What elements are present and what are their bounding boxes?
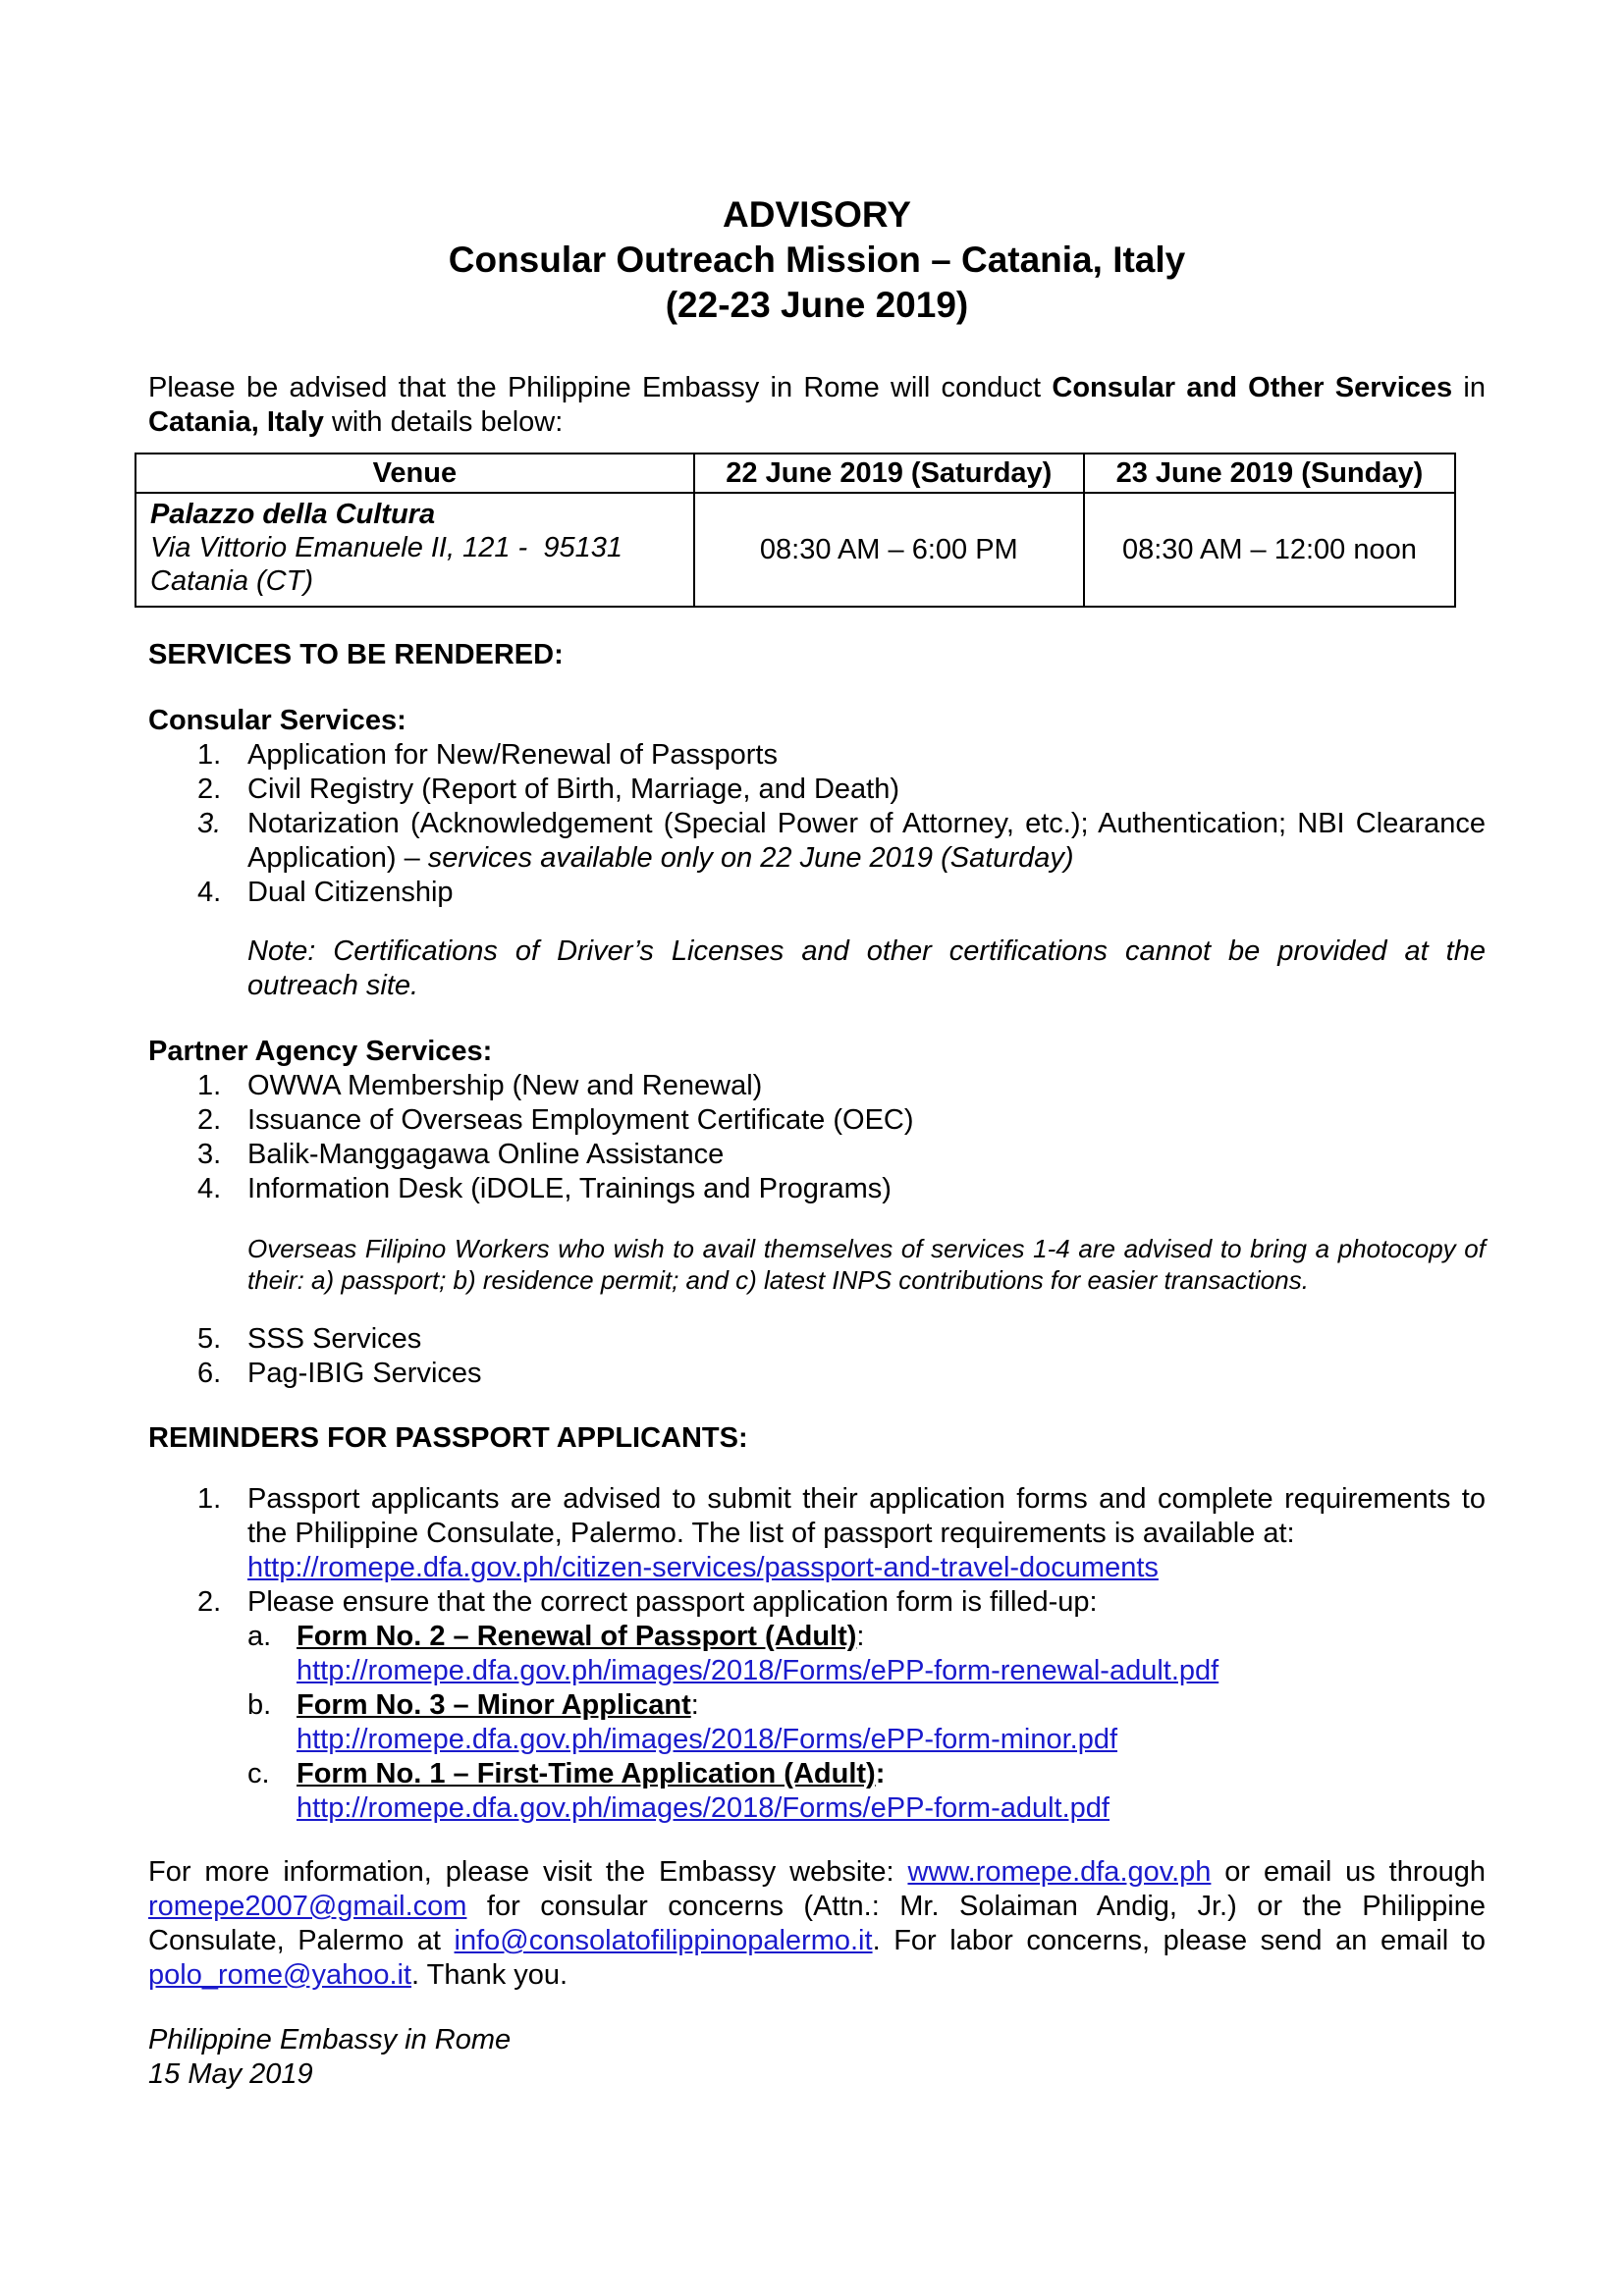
passport-requirements-link[interactable]: http://romepe.dfa.gov.ph/citizen-services/passport-and-travel-documents [247, 1552, 1159, 1583]
list-item [148, 876, 1486, 910]
contact-text-5: . Thank you. [411, 1959, 568, 1991]
title-line-dates: (22-23 June 2019) [665, 285, 969, 325]
list-item [148, 1322, 1486, 1357]
intro-bold-location: Catania, Italy [148, 406, 324, 438]
form-name: Form No. 2 – Renewal of Passport (Adult) [297, 1621, 857, 1652]
list-number: 3. [197, 808, 222, 839]
list-item [148, 1172, 1486, 1206]
list-item-text: Passport applicants are advised to submit their application forms and complete requirements to the Philippine Consulate, Palermo. The list of passport requirements is available at: [247, 1483, 1486, 1549]
title-line-mission: Consular Outreach Mission – Catania, Italy [448, 240, 1186, 280]
header-sunday: 23 June 2019 (Sunday) [1084, 454, 1455, 493]
list-item-italic-note: services available only on 22 June 2019 (Saturday) [427, 842, 1074, 874]
list-number: 1. [197, 739, 222, 771]
signature-date: 15 May 2019 [148, 2058, 313, 2090]
list-item: a. Form No. 2 – Renewal of Passport (Adult): http://romepe.dfa.gov.ph/images/2018/Forms/ePP-form-renewal-adult.pdf [247, 1621, 1219, 1686]
intro-paragraph [148, 371, 1486, 440]
intro-bold-services: Consular and Other Services [1052, 372, 1453, 403]
list-number: 3. [197, 1139, 222, 1170]
list-item-text: SSS Services [247, 1323, 422, 1355]
signature-org: Philippine Embassy in Rome [148, 2024, 512, 2056]
list-number: 2. [197, 774, 222, 805]
venue-schedule-table [135, 453, 1456, 608]
consular-services-list [148, 738, 1486, 910]
contact-text-2: or email us through [1211, 1856, 1486, 1888]
list-number: 4. [197, 877, 222, 908]
list-number: 4. [197, 1173, 222, 1204]
list-number: 1. [197, 1483, 222, 1515]
partner-services-heading: Partner Agency Services: [148, 1036, 493, 1067]
contact-paragraph [148, 1855, 1486, 1993]
saturday-hours: 08:30 AM – 6:00 PM [694, 493, 1084, 607]
intro-text-3: with details below: [323, 406, 564, 438]
list-letter: a. [247, 1621, 272, 1652]
form-renewal-adult-link[interactable]: http://romepe.dfa.gov.ph/images/2018/Forms/ePP-form-renewal-adult.pdf [297, 1655, 1219, 1686]
services-heading: SERVICES TO BE RENDERED: [148, 639, 564, 670]
signature-block [148, 2023, 1486, 2092]
list-letter: b. [247, 1689, 272, 1721]
header-saturday: 22 June 2019 (Saturday) [694, 454, 1084, 493]
consular-note: Note: Certifications of Driver’s Licenses and other certifications cannot be provided at the outreach site. [247, 935, 1486, 1001]
list-item [148, 1069, 1486, 1103]
passport-forms-list [148, 1620, 1486, 1826]
form-name: Form No. 3 – Minor Applicant [297, 1689, 691, 1721]
intro-text-1: Please be advised that the Philippine Embassy in Rome will conduct [148, 372, 1053, 403]
reminders-heading: REMINDERS FOR PASSPORT APPLICANTS: [148, 1422, 748, 1454]
venue-name: Palazzo della Cultura [150, 499, 436, 530]
consulate-email-link[interactable]: info@consolatofilippinopalermo.it [454, 1925, 873, 1956]
list-item: b. Form No. 3 – Minor Applicant: http://romepe.dfa.gov.ph/images/2018/Forms/ePP-form-minor.pdf [247, 1689, 1118, 1755]
form-name: Form No. 1 – First-Time Application (Adult) [297, 1758, 876, 1789]
list-item [148, 1138, 1486, 1172]
partner-services-list-continued [148, 1322, 1486, 1391]
list-item-text: Please ensure that the correct passport application form is filled-up: [247, 1586, 1098, 1618]
table-header-row [135, 454, 1455, 493]
polo-email-link[interactable]: polo_rome@yahoo.it [148, 1959, 412, 1991]
contact-text-3: for consular concerns (Attn.: Mr. Solaiman Andig, Jr.) or the Philippine Consulate, Palermo at [148, 1891, 1486, 1956]
contact-text-1: For more information, please visit the Embassy website: [148, 1856, 908, 1888]
list-item [148, 1357, 1486, 1391]
list-item-text: Notarization (Acknowledgement (Special Power of Attorney, etc.); Authentication; NBI Clearance Application) – [247, 808, 1486, 874]
table-row [135, 493, 1455, 607]
title-line-advisory: ADVISORY [723, 194, 911, 235]
list-item [148, 1585, 1486, 1620]
list-item-text: Pag-IBIG Services [247, 1358, 482, 1389]
contact-text-4: . For labor concerns, please send an email to [872, 1925, 1487, 1956]
list-number: 2. [197, 1586, 222, 1618]
list-item-text: Civil Registry (Report of Birth, Marriage, and Death) [247, 774, 900, 805]
list-number: 5. [197, 1323, 222, 1355]
list-number: 1. [197, 1070, 222, 1101]
form-adult-link[interactable]: http://romepe.dfa.gov.ph/images/2018/Forms/ePP-form-adult.pdf [297, 1792, 1110, 1824]
form-minor-link[interactable]: http://romepe.dfa.gov.ph/images/2018/Forms/ePP-form-minor.pdf [297, 1724, 1118, 1755]
venue-address-line1: Via Vittorio Emanuele II, 121 - 95131 [150, 532, 623, 563]
document-title [148, 192, 1486, 328]
consular-services-heading: Consular Services: [148, 705, 406, 736]
list-item-text: Issuance of Overseas Employment Certificate (OEC) [247, 1104, 914, 1136]
venue-cell [135, 493, 694, 607]
ofw-note: Overseas Filipino Workers who wish to avail themselves of services 1-4 are advised to bring a photocopy of their: a) passport; b) residence permit; and c) latest INPS contributions for easier transactions. [247, 1234, 1486, 1295]
list-item-text: Dual Citizenship [247, 877, 454, 908]
list-item-text: Balik-Manggagawa Online Assistance [247, 1139, 725, 1170]
list-item: c. Form No. 1 – First-Time Application (Adult): http://romepe.dfa.gov.ph/images/2018/Forms/ePP-form-adult.pdf [247, 1758, 1110, 1824]
venue-address-line2: Catania (CT) [150, 565, 313, 597]
advisory-document [148, 192, 1486, 2092]
partner-services-list [148, 1069, 1486, 1206]
list-item [148, 1482, 1486, 1585]
list-item-text: Information Desk (iDOLE, Trainings and Programs) [247, 1173, 892, 1204]
list-item [148, 807, 1486, 876]
header-venue: Venue [135, 454, 694, 493]
list-number: 6. [197, 1358, 222, 1389]
embassy-website-link[interactable]: www.romepe.dfa.gov.ph [907, 1856, 1212, 1888]
list-item [148, 773, 1486, 807]
list-item [148, 738, 1486, 773]
sunday-hours: 08:30 AM – 12:00 noon [1084, 493, 1455, 607]
list-item-text: Application for New/Renewal of Passports [247, 739, 778, 771]
list-letter: c. [247, 1758, 270, 1789]
reminders-list [148, 1482, 1486, 1620]
list-item [148, 1103, 1486, 1138]
embassy-email-link[interactable]: romepe2007@gmail.com [148, 1891, 467, 1922]
list-number: 2. [197, 1104, 222, 1136]
intro-text-2: in [1452, 372, 1486, 403]
list-item-text: OWWA Membership (New and Renewal) [247, 1070, 763, 1101]
